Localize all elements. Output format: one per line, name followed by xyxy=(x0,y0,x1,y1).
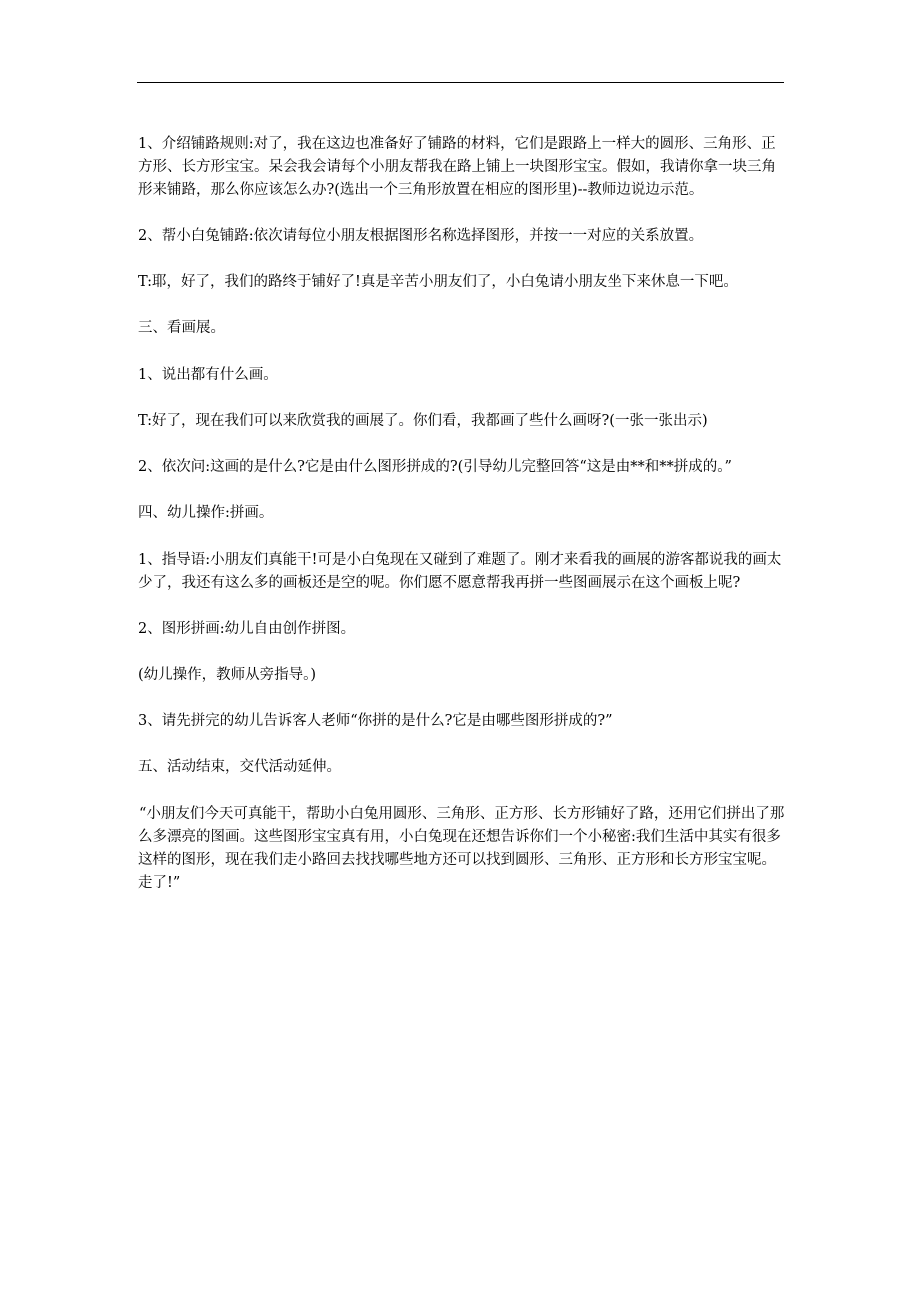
paragraph-tell-teacher: 3、请先拼完的幼儿告诉客人老师“你拼的是什么?它是由哪些图形拼成的?” xyxy=(138,713,613,729)
paragraph-paving-rules: 1、介绍铺路规则:对了，我在这边也准备好了铺路的材料，它们是跟路上一样大的圆形、三角形、正方形、长方形宝宝。呆会我会请每个小朋友帮我在路上铺上一块图形宝宝。假如，我请你拿一块三角形来铺路，那么你应该怎么办?(选出一个三角形放置在相应的图形里)--教师边说边示范。 xyxy=(138,136,776,198)
header-divider xyxy=(137,82,784,83)
paragraph-help-rabbit-pave: 2、帮小白兔铺路:依次请每位小朋友根据图形名称选择图形，并按一一对应的关系放置。 xyxy=(138,228,704,244)
paragraph-closing-speech: “小朋友们今天可真能干，帮助小白兔用圆形、三角形、正方形、长方形铺好了路，还用它们拼出了那么多漂亮的图画。这些图形宝宝真有用，小白兔现在还想告诉你们一个小秘密:我们生活中其实有很多这样的图形，现在我们走小路回去找找哪些地方还可以找到圆形、三角形、正方形和长方形宝宝呢。走了!” xyxy=(138,806,785,891)
paragraph-enjoy-exhibition: T:好了，现在我们可以来欣赏我的画展了。你们看，我都画了些什么画呀?(一张一张出示) xyxy=(138,413,708,429)
paragraph-children-operate: (幼儿操作，教师从旁指导。) xyxy=(138,667,317,683)
section-heading-conclusion: 五、活动结束，交代活动延伸。 xyxy=(138,759,341,775)
section-heading-exhibition: 三、看画展。 xyxy=(138,320,225,336)
section-heading-puzzle: 四、幼儿操作:拼画。 xyxy=(138,505,274,521)
paragraph-road-finished: T:耶，好了，我们的路终于铺好了!真是辛苦小朋友们了，小白兔请小朋友坐下来休息一下吧。 xyxy=(138,274,738,290)
paragraph-guidance: 1、指导语:小朋友们真能干!可是小白兔现在又碰到了难题了。刚才来看我的画展的游客都说我的画太少了，我还有这么多的画板还是空的呢。你们愿不愿意帮我再拼一些图画展示在这个画板上呢? xyxy=(138,552,782,591)
paragraph-ask-in-turn: 2、依次问:这画的是什么?它是由什么图形拼成的?(引导幼儿完整回答“这是由**和**拼成的。” xyxy=(138,459,732,475)
paragraph-name-paintings: 1、说出都有什么画。 xyxy=(138,367,278,383)
paragraph-shape-puzzle: 2、图形拼画:幼儿自由创作拼图。 xyxy=(138,621,356,637)
document-body xyxy=(138,133,786,918)
